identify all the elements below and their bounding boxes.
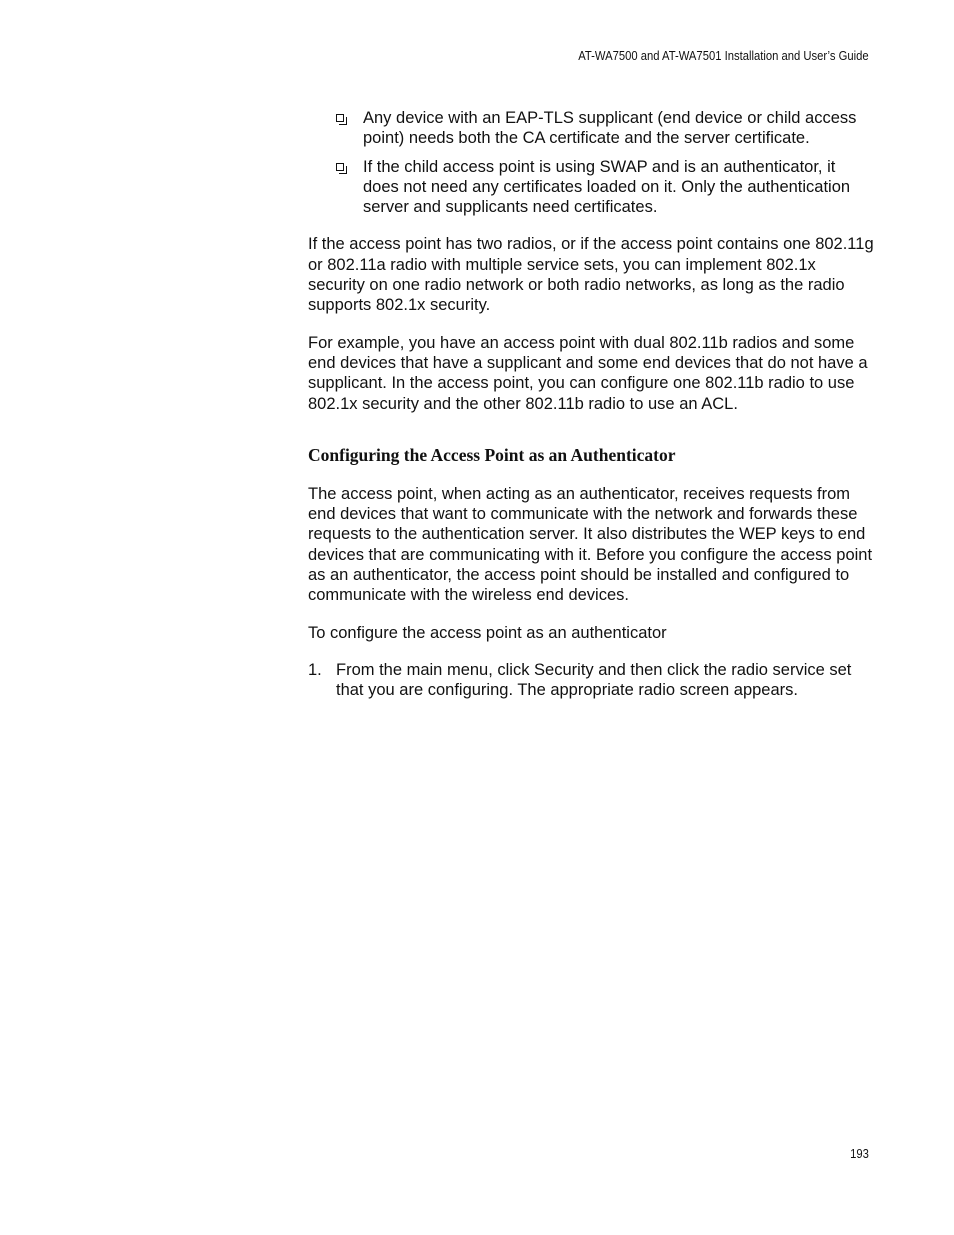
procedure-intro: To configure the access point as an authenticator (308, 623, 667, 642)
procedure-step (308, 660, 874, 701)
bullet-item (308, 157, 874, 218)
bullet-text: Any device with an EAP-TLS supplicant (end device or child access point) needs both the CA certificate and the server certificate. (363, 109, 857, 148)
checkbox-bullet-icon (336, 163, 344, 171)
procedure-steps (308, 660, 874, 701)
step-number: 1. (308, 660, 322, 679)
bullet-text: If the child access point is using SWAP and is an authenticator, it does not need any certificates loaded on it. Only the authentication server and supplicants need certificates. (363, 157, 851, 217)
paragraph-example: For example, you have an access point with dual 802.11b radios and some end devices that have a supplicant and some end devices that do not have a supplicant. In the access point, you can configure one 802.11b radio to use 802.1x security and the other 802.11b radio to use an ACL. (308, 333, 868, 413)
paragraph-radios: If the access point has two radios, or if the access point contains one 802.11g or 802.11a radio with multiple service sets, you can implement 802.1x security on one radio network or both radio networks, as long as the radio supports 802.1x security. (308, 235, 874, 315)
running-header: AT-WA7500 and AT-WA7501 Installation and User’s Guide (578, 49, 869, 63)
section-heading: Configuring the Access Point as an Authenticator (308, 444, 676, 465)
checkbox-bullet-icon (336, 114, 344, 122)
page-number: 193 (850, 1147, 869, 1161)
bullet-list (308, 108, 874, 217)
page-content (308, 108, 874, 701)
paragraph-authenticator: The access point, when acting as an authenticator, receives requests from end devices that want to communicate with the network and forwards these requests to the authentication server. It also distributes the WEP keys to end devices that are communicating with it. Before you configure the access point as an authenticator, the access point should be installed and configured to communicate with the wireless end devices. (308, 484, 873, 605)
step-text: From the main menu, click Security and then click the radio service set that you are configuring. The appropriate radio screen appears. (336, 660, 852, 700)
bullet-item (308, 108, 874, 149)
